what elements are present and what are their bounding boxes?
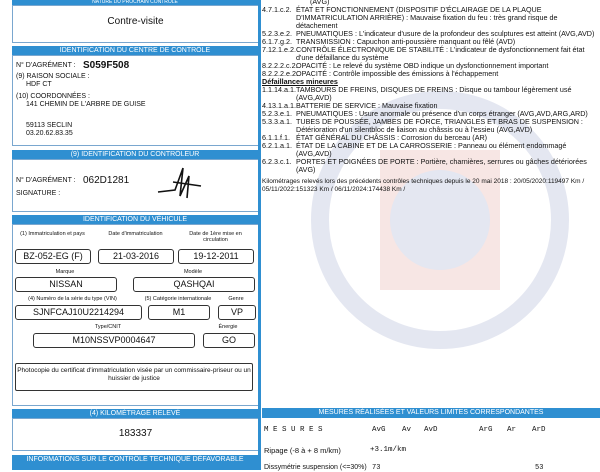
defect-text [296, 70, 600, 78]
defect-text [296, 118, 600, 134]
defect-desc: : Le relevé du système OBD indique un dysfonctionnement important [327, 61, 549, 70]
type-value: M10NSSVP0004647 [33, 333, 195, 348]
mesures-col-ar: Ar [507, 426, 517, 434]
mesures-col-avd: AvD [424, 426, 438, 434]
vehicule-header: IDENTIFICATION DU VÉHICULE [12, 215, 258, 224]
defect-title: ÉTAT GÉNÉRAL DU CHÂSSIS [296, 133, 396, 142]
ripage-limit: (-8 à + 8 m/km) [289, 446, 341, 455]
mineures-title: Défaillances mineures [262, 77, 338, 86]
modele-label: Modèle [183, 269, 203, 275]
defect-desc: : Capuchon anti-poussière manquant ou fêlé (AVD) [350, 37, 516, 46]
mesures-col-avg: AvG [372, 426, 386, 434]
mesures-col-row [264, 426, 598, 436]
defect-desc: : L'indicateur de dysfonctionnement fait état d'une défaillance du système [296, 45, 585, 62]
controleur-header: (9) IDENTIFICATION DU CONTRÔLEUR [12, 150, 258, 159]
defect-item [262, 142, 600, 158]
defect-title: PNEUMATIQUES [296, 29, 353, 38]
genre-label: Genre [228, 296, 244, 302]
mesures-col-av: Av [402, 426, 412, 434]
dissym-value-right: 53 [535, 464, 544, 472]
defect-title: BATTERIE DE SERVICE [296, 101, 377, 110]
energie-value: GO [203, 333, 255, 348]
type-label: Type/CNIT [94, 324, 122, 330]
immat-label: (1) Immatriculation et pays [20, 231, 85, 237]
km-value: 183337 [118, 428, 153, 439]
ripage-label: Ripage [264, 446, 288, 455]
marque-value: NISSAN [15, 277, 117, 292]
defect-title: PORTES ET POIGNÉES DE PORTE [296, 157, 415, 166]
defect-code: 5.2.3.e.1. [262, 109, 292, 118]
mesures-col-ard: ArD [532, 426, 546, 434]
categorie-value: M1 [148, 305, 210, 320]
defect-title: CONTRÔLE ÉLECTRONIQUE DE STABILITÉ [296, 45, 445, 54]
next-control-value: Contre-visite [107, 16, 164, 27]
next-control-header: NATURE DU PROCHAIN CONTRÔLE [12, 0, 258, 5]
coord-label: (10) COORDONNÉES : [16, 93, 90, 100]
defect-title: OPACITÉ [296, 61, 328, 70]
defect-code: 4.13.1.a.1. [262, 101, 296, 110]
ripage-row [264, 446, 341, 455]
date-immat-label: Date d'immatriculation [108, 231, 163, 237]
defect-partial-line: (AVG) [310, 0, 330, 6]
defect-desc: : Mauvaise fixation du feu : très grand risque de détachement [296, 13, 558, 30]
defect-code: 6.2.1.a.1. [262, 141, 292, 150]
defect-desc: : Corrosion du berceau (AR) [395, 133, 488, 142]
defect-code: 5.2.3.e.2. [262, 29, 292, 38]
signature-label: SIGNATURE : [16, 190, 61, 197]
vehicule-box [12, 224, 259, 406]
defect-title: TUBES DE POUSSÉE, JAMBES DE FORCE, TRIANGLES ET BRAS DE SUSPENSION [296, 117, 579, 126]
defect-text [296, 158, 600, 174]
defect-title: OPACITÉ [296, 69, 328, 78]
signature-scribble [153, 162, 208, 204]
defect-title: PNEUMATIQUES [296, 109, 353, 118]
next-control-box [12, 5, 259, 43]
defect-item [262, 118, 600, 134]
km-header: (4) KILOMÉTRAGE RELEVÉ [12, 409, 258, 418]
dissym-label: Dissymétrie suspension [264, 464, 338, 471]
defect-title: ÉTAT ET FONCTIONNEMENT (DISPOSITIF D'ÉCLAIRAGE DE LA PLAQUE D'IMMATRICULATION ARRIÈRE) [296, 5, 542, 22]
defect-desc: : Portière, charnières, serrures ou gâches détériorées (AVG) [296, 157, 587, 174]
immat-value: BZ-052-EG (F) [15, 249, 91, 264]
genre-value: VP [218, 305, 256, 320]
km-history-note: Kilométrages relevés lors des précédents contrôles techniques depuis le 20 mai 2018 : 20/05/2020:119497 Km / 05/11/2022:151323 Km / 06/11/2024:174438 Km / [262, 178, 585, 193]
info-header: INFORMATIONS SUR LE CONTRÔLE TECHNIQUE DÉFAVORABLE [12, 455, 258, 470]
defect-desc: : Mauvaise fixation [376, 101, 438, 110]
defect-item [262, 158, 600, 174]
mesures-col-title: M E S U R E S [264, 426, 323, 434]
defect-code: 6.1.7.g.2. [262, 37, 292, 46]
defect-code: 1.1.14.a.1. [262, 85, 296, 94]
column-divider [258, 0, 261, 470]
defect-text [296, 86, 600, 102]
coord-line2: 59113 SECLIN [26, 122, 73, 129]
centre-agrement-label: N° D'AGRÉMENT : [16, 62, 76, 69]
defect-text [296, 6, 600, 30]
date-mise-label: Date de 1ère mise en circulation [189, 231, 242, 243]
coord-line1: 141 CHEMIN DE L'ARBRE DE GUISE [26, 101, 146, 108]
defect-code: 6.1.1.f.1. [262, 133, 290, 142]
raison-value: HDF CT [26, 81, 52, 88]
categorie-label: (5) Catégorie internationale [144, 296, 212, 302]
marque-label: Marque [55, 269, 75, 275]
defect-code: 4.7.1.c.2. [262, 5, 292, 14]
defect-desc: : Contrôle impossible des émissions à l'échappement [327, 69, 499, 78]
defect-item [262, 6, 600, 30]
defect-code: 6.2.3.c.1. [262, 157, 292, 166]
defect-desc: : Panneau ou élément endommagé (AVG,AVD) [296, 141, 567, 158]
energie-label: Énergie [218, 324, 238, 330]
defect-code: 5.3.3.a.1. [262, 117, 292, 126]
defect-desc: : Usure anormale ou présence d'un corps étranger (AVG,AVD,ARG,ARD) [352, 109, 588, 118]
date-immat-value: 21-03-2016 [98, 249, 174, 264]
km-box [12, 418, 259, 451]
defects-list [262, 0, 600, 193]
defect-desc: : L'indicateur d'usure de la profondeur des sculptures est atteint (AVG,AVD) [352, 29, 595, 38]
vin-label: (4) Numéro de la série du type (VIN) [28, 296, 117, 302]
dissym-limit: (<=30%) [339, 464, 367, 471]
defect-text [296, 46, 600, 62]
controleur-agrement-value: 062D1281 [83, 175, 130, 186]
centre-box [12, 55, 259, 146]
mesures-header: MESURES RÉALISÉES ET VALEURS LIMITES CORRESPONDANTES [262, 408, 600, 418]
date-mise-value: 19-12-2011 [178, 249, 254, 264]
defect-title: TAMBOURS DE FREINS, DISQUES DE FREINS [296, 85, 454, 94]
photocopie-note: Photocopie du certificat d'immatriculation visée par un commissaire-priseur ou un huissier de justice [15, 363, 253, 391]
defect-code: 8.2.2.2.e.2. [262, 69, 298, 78]
defect-code: 8.2.2.2.c.2. [262, 61, 298, 70]
defect-item [262, 46, 600, 62]
vin-value: SJNFCAJ10U2214294 [15, 305, 142, 320]
defect-desc: : Détérioration d'un silentbloc de liaison au châssis ou à l'essieu (AVG,AVD) [296, 117, 583, 134]
defect-title: TRANSMISSION [296, 37, 351, 46]
ripage-value: +3.1m/km [370, 446, 407, 454]
defect-code: 7.12.1.e.2. [262, 45, 296, 54]
centre-agrement-value: S059F508 [83, 60, 130, 71]
centre-header: IDENTIFICATION DU CENTRE DE CONTRÔLE [12, 46, 258, 55]
raison-label: (9) RAISON SOCIALE : [16, 73, 90, 80]
defect-item [262, 86, 600, 102]
mesures-col-arg: ArG [479, 426, 493, 434]
defect-desc: : Disque ou tambour légèrement usé (AVG,AVD) [296, 85, 572, 102]
dissym-value-left: 73 [372, 464, 381, 472]
controleur-box [12, 159, 259, 212]
coord-line3: 03.20.62.83.35 [26, 130, 73, 137]
defect-text [296, 142, 600, 158]
defect-title: ÉTAT DE LA CABINE ET DE LA CARROSSERIE [296, 141, 453, 150]
controleur-agrement-label: N° D'AGRÉMENT : [16, 177, 76, 184]
modele-value: QASHQAI [133, 277, 255, 292]
